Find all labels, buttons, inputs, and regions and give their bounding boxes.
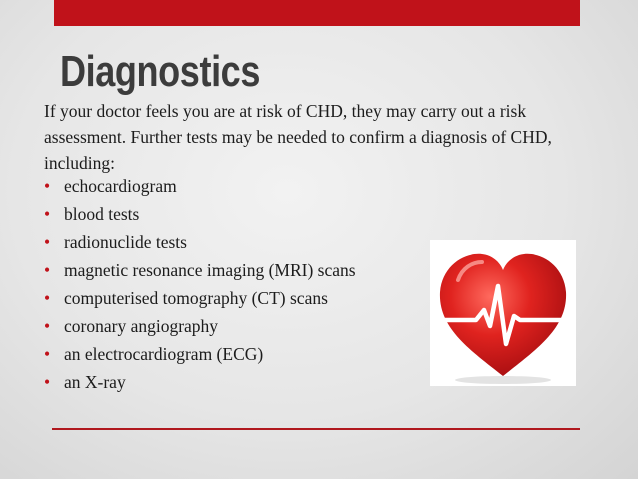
top-accent-bar bbox=[54, 0, 580, 26]
list-item: • radionuclide tests bbox=[44, 228, 356, 256]
heart-image bbox=[430, 240, 576, 386]
list-item: • an electrocardiogram (ECG) bbox=[44, 340, 356, 368]
list-item: • magnetic resonance imaging (MRI) scans bbox=[44, 256, 356, 284]
heart-ecg-icon bbox=[430, 240, 576, 386]
list-item: • blood tests bbox=[44, 200, 356, 228]
bottom-divider bbox=[52, 428, 580, 430]
intro-text: If your doctor feels you are at risk of CHD, they may carry out a risk assessment. Further tests may be needed to confirm a diagnosis of CHD, including: bbox=[44, 101, 552, 173]
slide-title: Diagnostics bbox=[60, 47, 260, 96]
list-item: • coronary angiography bbox=[44, 312, 356, 340]
list-item: • computerised tomography (CT) scans bbox=[44, 284, 356, 312]
list-item: • echocardiogram bbox=[44, 172, 356, 200]
list-item: • an X-ray bbox=[44, 368, 356, 396]
diagnostics-list bbox=[44, 172, 356, 396]
